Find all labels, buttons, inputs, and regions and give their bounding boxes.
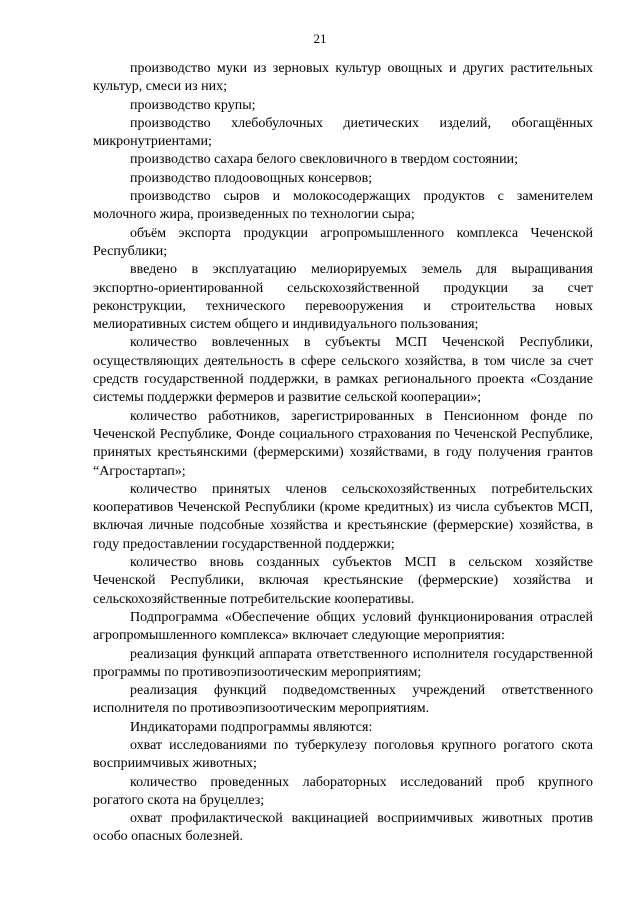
paragraph: объём экспорта продукции агропромышленного комплекса Чеченской Республики;: [93, 225, 593, 259]
paragraph: Индикаторами подпрограммы являются:: [130, 719, 373, 735]
paragraph: количество вновь созданных субъектов МСП в сельском хозяйстве Чеченской Республики, включая крестьянские (фермерские) хозяйства и сельскохозяйственные потребительские кооперативы.: [93, 555, 593, 607]
page-number: 21: [313, 31, 327, 46]
paragraph: охват исследованиями по туберкулезу поголовья крупного рогатого скота восприимчивых животных;: [93, 737, 593, 772]
paragraph: реализация функций аппарата ответственного исполнителя государственной программы по противоэпизоотическим мероприятиям;: [93, 646, 593, 680]
paragraph: Подпрограмма «Обеспечение общих условий функционирования отраслей агропромышленного комплекса» включает следующие мероприятия:: [93, 609, 593, 644]
paragraph: производство сыров и молокосодержащих продуктов с заменителем молочного жира, произведенных по технологии сыра;: [93, 189, 593, 223]
paragraph: производство сахара белого свекловичного в твердом состоянии;: [130, 152, 518, 168]
paragraph: количество вовлеченных в субъекты МСП Чеченской Республики, осуществляющих деятельность в сфере сельского хозяйства, в том числе за счет средств государственной поддержки, в рамках регионального проекта «Создание системы поддержки фермеров и развитие сельской кооперации»;: [93, 335, 593, 406]
paragraph: охват профилактической вакцинацией восприимчивых животных против особо опасных болезней.: [93, 811, 593, 845]
paragraph: количество принятых членов сельскохозяйственных потребительских кооперативов Чеченской Республики (кроме кредитных) из числа субъектов МСП, включая личные подсобные хозяйства и крестьянские (фермерские) хозяйства, в году предоставлении государственной поддержки;: [93, 481, 593, 552]
paragraph: производство крупы;: [130, 97, 256, 113]
body-text: [93, 60, 593, 847]
paragraph: введено в эксплуатацию мелиорируемых земель для выращивания экспортно-ориентированной сельскохозяйственной продукции за счет реконструкции, технического перевооружения и строительства новых мелиоративных систем общего и индивидуального пользования;: [93, 262, 593, 333]
paragraph: количество работников, зарегистрированных в Пенсионном фонде по Чеченской Республике, Фонде социального страхования по Чеченской Республике, принятых крестьянскими (фермерскими) хозяйствами, в году получения грантов “Агростартап»;: [93, 408, 593, 479]
paragraph: производство плодоовощных консервов;: [130, 170, 373, 186]
paragraph: количество проведенных лабораторных исследований проб крупного рогатого скота на бруцеллез;: [93, 774, 593, 808]
paragraph: реализация функций подведомственных учреждений ответственного исполнителя по противоэпизоотическим мероприятиям.: [93, 683, 593, 717]
paragraph: производство муки из зерновых культур овощных и других растительных культур, смеси из них;: [93, 61, 593, 95]
paragraph: производство хлебобулочных диетических изделий, обогащённых микронутриентами;: [93, 115, 593, 150]
